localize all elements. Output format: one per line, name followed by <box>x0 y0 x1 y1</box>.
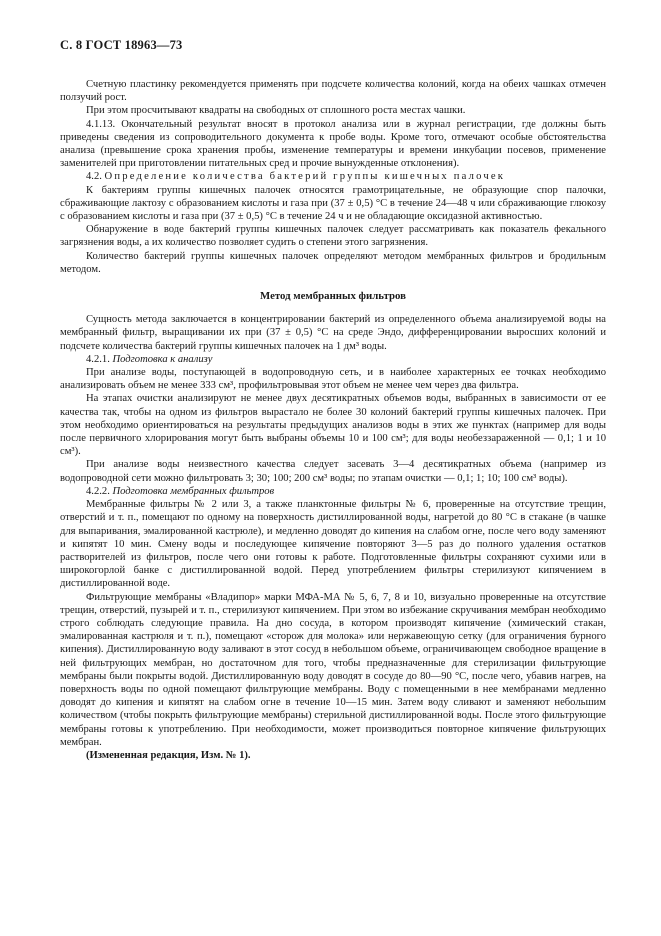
page-header: С. 8 ГОСТ 18963—73 <box>60 38 183 52</box>
subsection-title: Подготовка мембранных фильтров <box>112 485 275 497</box>
paragraph: На этапах очистки анализируют не менее двух десятикратных объемов воды, выбранных в зависимости от ее качества так, чтобы на одном из фильтров вырастало не более 30 колоний бактерий группы кишечных палочек. При этом необходимо ориентироваться на результаты предыдущих анализов воды в этих же пунктах (например для воды после первичного хлорирования могут быть выбраны объемы 10 и 100 см³; для воды необеззараженной — 0,1; 1 и 10 см³). <box>60 393 606 458</box>
subsection-number: 4.2.1. <box>86 353 110 365</box>
paragraph: Фильтрующие мембраны «Владипор» марки МФА-МА № 5, 6, 7, 8 и 10, визуально проверенные на отсутствие трещин, отверстий, пузырей и т. п., стерилизуют кипячением. При этом во избежание скручивания мембран необходимо строго соблюдать следующие правила. На дно сосуда, в котором производят кипячение (химический стакан, эмалированная кастрюля и т. п.), помещают «сторож для молока» или нержавеющую сетку (для ограничения бурного кипения). Дистиллированную воду заливают в этот сосуд в небольшом объеме, ограничивающем свободное вращение в ней фильтрующих мембран, но достаточном для того, чтобы предназначенные для стерилизации фильтрующие мембраны были покрыты водой. Дистиллированную воду доводят в сосуде до 80—90 °С, после чего, убавив нагрев, на поверхность воды по одной помещают фильтрующие мембраны. Воду с помещенными в нее мембранами медленно доводят до кипения и кипятят на слабом огне в течение 10—15 мин. Затем воду сливают и заменяют небольшим количеством (чтобы покрыть фильтрующие мембраны) стерильной дистиллированной воды. После этого фильтрующие мембраны готовы к употреблению. При необходимости, может производиться повторное кипячение фильтрующих мембран. <box>60 591 606 748</box>
paragraph: Сущность метода заключается в концентрировании бактерий из определенного объема анализируемой воды на мембранный фильтр, выращивании их при (37 ± 0,5) °С на среде Эндо, дифференцировании выросших колоний и подсчете количества бактерий группы кишечных палочек на 1 дм³ воды. <box>60 314 606 352</box>
paragraph: При анализе воды, поступающей в водопроводную сеть, и в наиболее характерных ее точках необходимо анализировать объем не менее 333 см³, профильтровывая этот объем не менее чем через два фильтра. <box>60 367 606 392</box>
section-4-2-heading <box>60 170 606 183</box>
paragraph: При этом просчитывают квадраты на свободных от сплошного роста местах чашки. <box>86 105 466 117</box>
paragraph: Количество бактерий группы кишечных палочек определяют методом мембранных фильтров и бродильным методом. <box>60 250 606 275</box>
section-number: 4.2. <box>86 171 102 183</box>
paragraph: Счетную пластинку рекомендуется применять при подсчете количества колоний, когда на обеих чашках отмечен ползучий рост. <box>60 79 606 104</box>
paragraph: 4.1.13. Окончательный результат вносят в протокол анализа или в журнал регистрации, где должны быть приведены сведения из сопроводительного документа к пробе воды. Кроме того, отмечают особые обстоятельства анализа (превышение срока хранения пробы, изменение температуры и времени инкубации посевов, применение заменителей при приготовлении питательных сред и прочие вынужденные отклонения). <box>60 118 606 170</box>
subsection-4-2-1-heading <box>60 353 606 366</box>
subsection-number: 4.2.2. <box>86 485 110 497</box>
paragraph: Обнаружение в воде бактерий группы кишечных палочек следует рассматривать как показатель фекального загрязнения воды, а их количество позволяет судить о степени этого загрязнения. <box>60 224 606 249</box>
document-body <box>60 78 606 762</box>
paragraph: При анализе воды неизвестного качества следует засевать 3—4 десятикратных объема (например из водопроводной сети можно фильтровать 3; 30; 100; 200 см³ воды; по этапам очистки — 0,1; 1; 10; 100 см³ воды). <box>60 459 606 484</box>
subsection-title: Подготовка к анализу <box>112 353 213 365</box>
revision-note: (Измененная редакция, Изм. № 1). <box>86 749 251 761</box>
paragraph: К бактериям группы кишечных палочек относятся грамотрицательные, не образующие спор палочки, сбраживающие лактозу с образованием кислоты и газа при (37 ± 0,5) °С в течение 24—48 ч или сбраживающие глюкозу с образованием кислоты и газа при (37 ± 0,5) °С в течение 24 ч и не обладающие оксидазной активностью. <box>60 184 606 223</box>
subsection-4-2-2-heading <box>60 485 606 498</box>
method-heading: Метод мембранных фильтров <box>260 290 406 303</box>
section-title: Определение количества бактерий группы кишечных палочек <box>104 171 506 183</box>
paragraph: Мембранные фильтры № 2 или 3, а также планктонные фильтры № 6, проверенные на отсутствие трещин, отверстий и т. п., помещают по одному на поверхность дистиллированной воды, нагретой до 80 °С в стакане (в чашке для выпаривания, эмалированной кастрюле), и медленно доводят до кипения на слабом огне, после чего воду заменяют и кипятят 10 мин. Смену воды и последующее кипячение повторяют 3—5 раз до полного удаления остатков растворителей из фильтров, после чего они готовы к работе. Подготовленные фильтры сохраняют сухими или в широкогорлой банке с дистиллированной водой. Перед употреблением фильтры стерилизуют кипячением в дистиллированной воде. <box>60 499 606 590</box>
